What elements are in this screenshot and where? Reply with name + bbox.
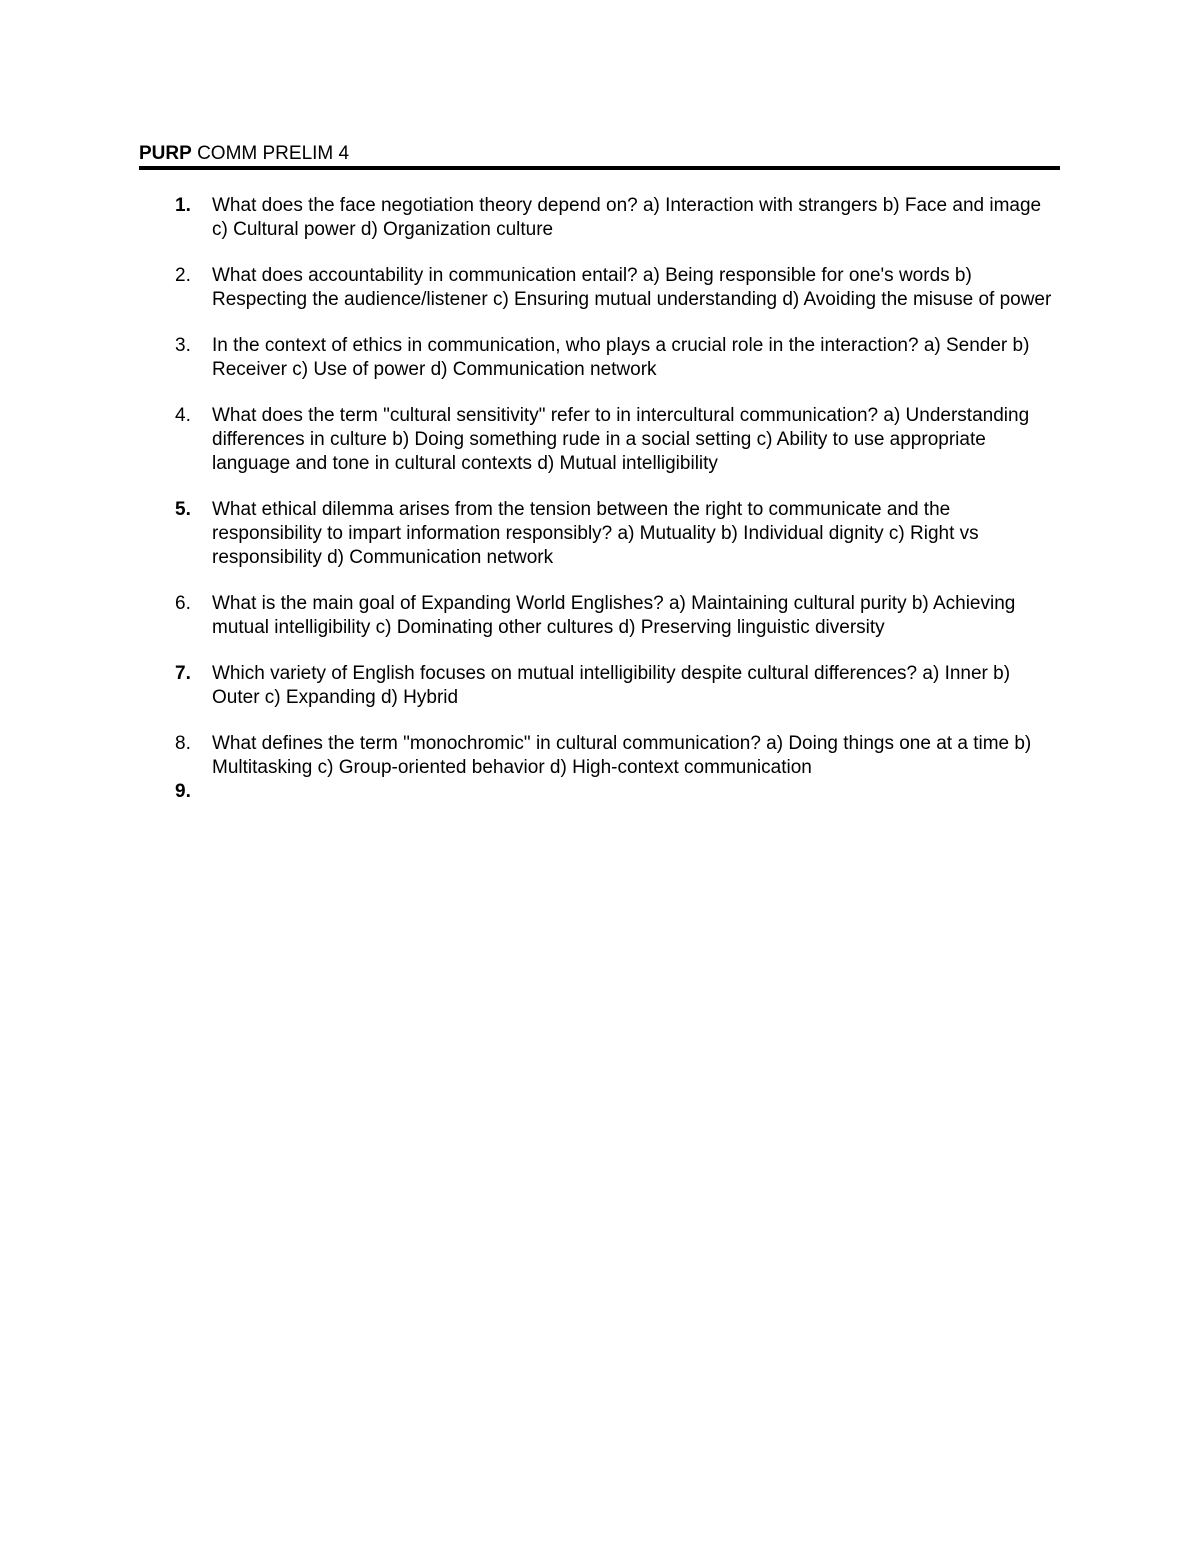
document-title-bold: PURP bbox=[139, 143, 192, 164]
question-number: 8. bbox=[175, 733, 191, 754]
question-item bbox=[139, 404, 1060, 476]
question-item bbox=[139, 498, 1060, 570]
title-underline bbox=[139, 166, 1060, 170]
question-text: What defines the term "monochromic" in cultural communication? a) Doing things one at a time b) Multitasking c) Group-oriented behavior d) High-context communication bbox=[212, 733, 1032, 778]
question-text: What ethical dilemma arises from the tension between the right to communicate and the responsibility to impart information responsibly? a) Mutuality b) Individual dignity c) Right vs responsibility d) Communication network bbox=[212, 499, 979, 568]
question-text: Which variety of English focuses on mutual intelligibility despite cultural differences? a) Inner b) Outer c) Expanding d) Hybrid bbox=[212, 663, 1011, 708]
question-text: What is the main goal of Expanding World Englishes? a) Maintaining cultural purity b) Achieving mutual intelligibility c) Dominating other cultures d) Preserving linguistic diversity bbox=[212, 593, 1016, 638]
question-item bbox=[139, 592, 1060, 640]
question-text: In the context of ethics in communication, who plays a crucial role in the interaction? a) Sender b) Receiver c) Use of power d) Communication network bbox=[212, 335, 1030, 380]
question-text: What does the face negotiation theory depend on? a) Interaction with strangers b) Face and image c) Cultural power d) Organization culture bbox=[212, 195, 1042, 240]
question-list bbox=[139, 194, 1060, 802]
question-number: 3. bbox=[175, 335, 191, 356]
question-item bbox=[139, 732, 1060, 780]
question-number: 9. bbox=[175, 781, 191, 802]
document-title-rest: COMM PRELIM 4 bbox=[191, 143, 350, 164]
question-number: 6. bbox=[175, 593, 191, 614]
question-number: 5. bbox=[175, 499, 191, 520]
question-text: What does the term "cultural sensitivity" refer to in intercultural communication? a) Understanding differences in culture b) Doing something rude in a social setting c) Ability to use appropriate language and tone in cultural contexts d) Mutual intelligibility bbox=[212, 405, 1030, 474]
question-text: What does accountability in communication entail? a) Being responsible for one's words b) Respecting the audience/listener c) Ensuring mutual understanding d) Avoiding the misuse of power bbox=[212, 265, 1052, 310]
question-item bbox=[139, 334, 1060, 382]
question-item bbox=[139, 264, 1060, 312]
question-item bbox=[139, 194, 1060, 242]
question-item bbox=[139, 662, 1060, 710]
document-title bbox=[139, 143, 349, 165]
question-number: 4. bbox=[175, 405, 191, 426]
question-number: 7. bbox=[175, 663, 191, 684]
question-number: 1. bbox=[175, 195, 191, 216]
question-number: 2. bbox=[175, 265, 191, 286]
